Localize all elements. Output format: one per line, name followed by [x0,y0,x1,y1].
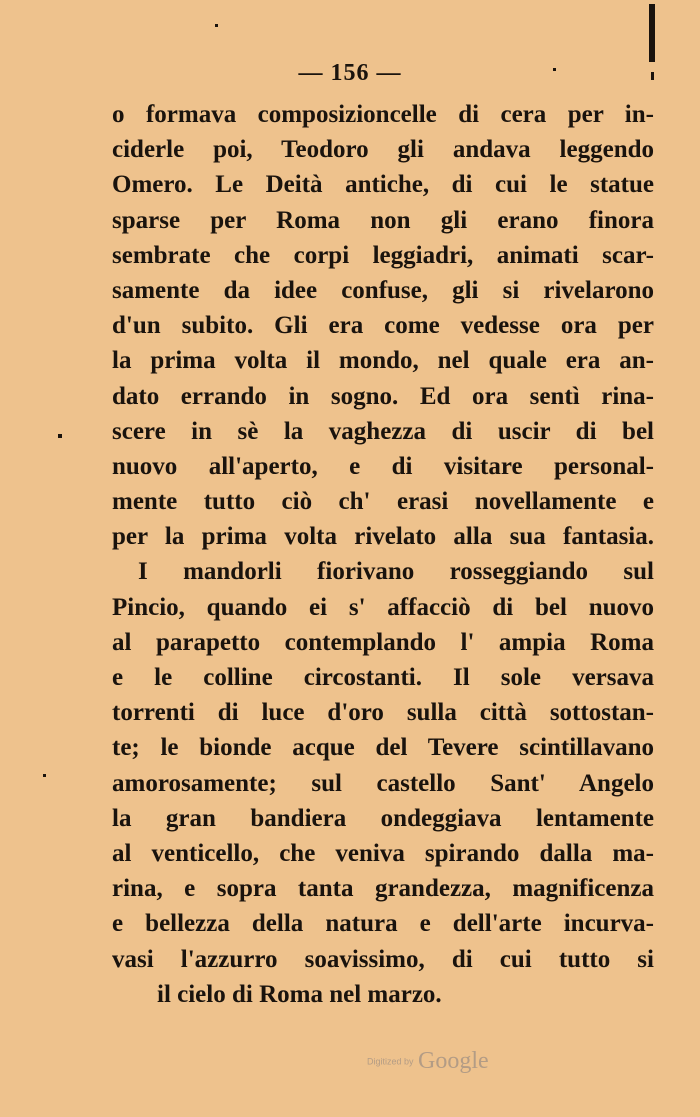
text-line: amorosamente; sul castello Sant' Angelo [112,769,654,797]
text-line: dato errando in sogno. Ed ora sentì rina- [112,382,654,410]
watermark-prefix: Digitized by [367,1056,414,1067]
google-watermark [367,1048,489,1075]
text-line: d'un subito. Gli era come vedesse ora per [112,312,654,340]
text-line: sembrate che corpi leggiadri, animati scar- [112,241,654,269]
text-line: vasi l'azzurro soavissimo, di cui tutto si [112,945,654,973]
text-line: scere in sè la vaghezza di uscir di bel [112,417,654,445]
text-line: Omero. Le Deità antiche, di cui le statue [112,171,654,199]
scan-dot [43,774,46,777]
text-line: al parapetto contemplando l' ampia Roma [112,628,654,656]
text-line: Pincio, quando ei s' affacciò di bel nuovo [112,593,654,621]
text-line: la gran bandiera ondeggiava lentamente [112,804,654,832]
text-line: mente tutto ciò ch' erasi novellamente e [112,488,654,516]
text-line: torrenti di luce d'oro sulla città sottostan- [112,699,654,727]
text-line: rina, e sopra tanta grandezza, magnificenza [112,875,654,903]
scan-dot [553,68,556,71]
text-line: nuovo all'aperto, e di visitare personal- [112,452,654,480]
text-line: per la prima volta rivelato alla sua fantasia. [112,523,654,551]
text-line: e bellezza della natura e dell'arte incurva- [112,910,654,938]
text-line: samente da idee confuse, gli si rivelarono [112,276,654,304]
watermark-brand: Google [417,1048,489,1074]
text-line: il cielo di Roma nel marzo. [157,980,442,1008]
text-line: ciderle poi, Teodoro gli andava leggendo [112,136,654,164]
text-line: e le colline circostanti. Il sole versava [112,664,654,691]
text-line: sparse per Roma non gli erano finora [112,206,654,234]
scan-dot [58,434,62,438]
page-number: — 156 — [298,60,402,86]
text-line: te; le bionde acque del Tevere scintillavano [112,734,654,762]
text-line: o formava composizioncelle di cera per in- [112,101,654,128]
text-line: al venticello, che veniva spirando dalla ma- [112,839,654,867]
scan-edge-mark [651,72,654,80]
text-line: la prima volta il mondo, nel quale era an- [112,347,654,375]
text-line: I mandorli fiorivano rosseggiando sul [138,558,654,586]
scan-dot [215,24,218,27]
body-text [112,97,654,1012]
scan-edge-mark [649,4,655,62]
